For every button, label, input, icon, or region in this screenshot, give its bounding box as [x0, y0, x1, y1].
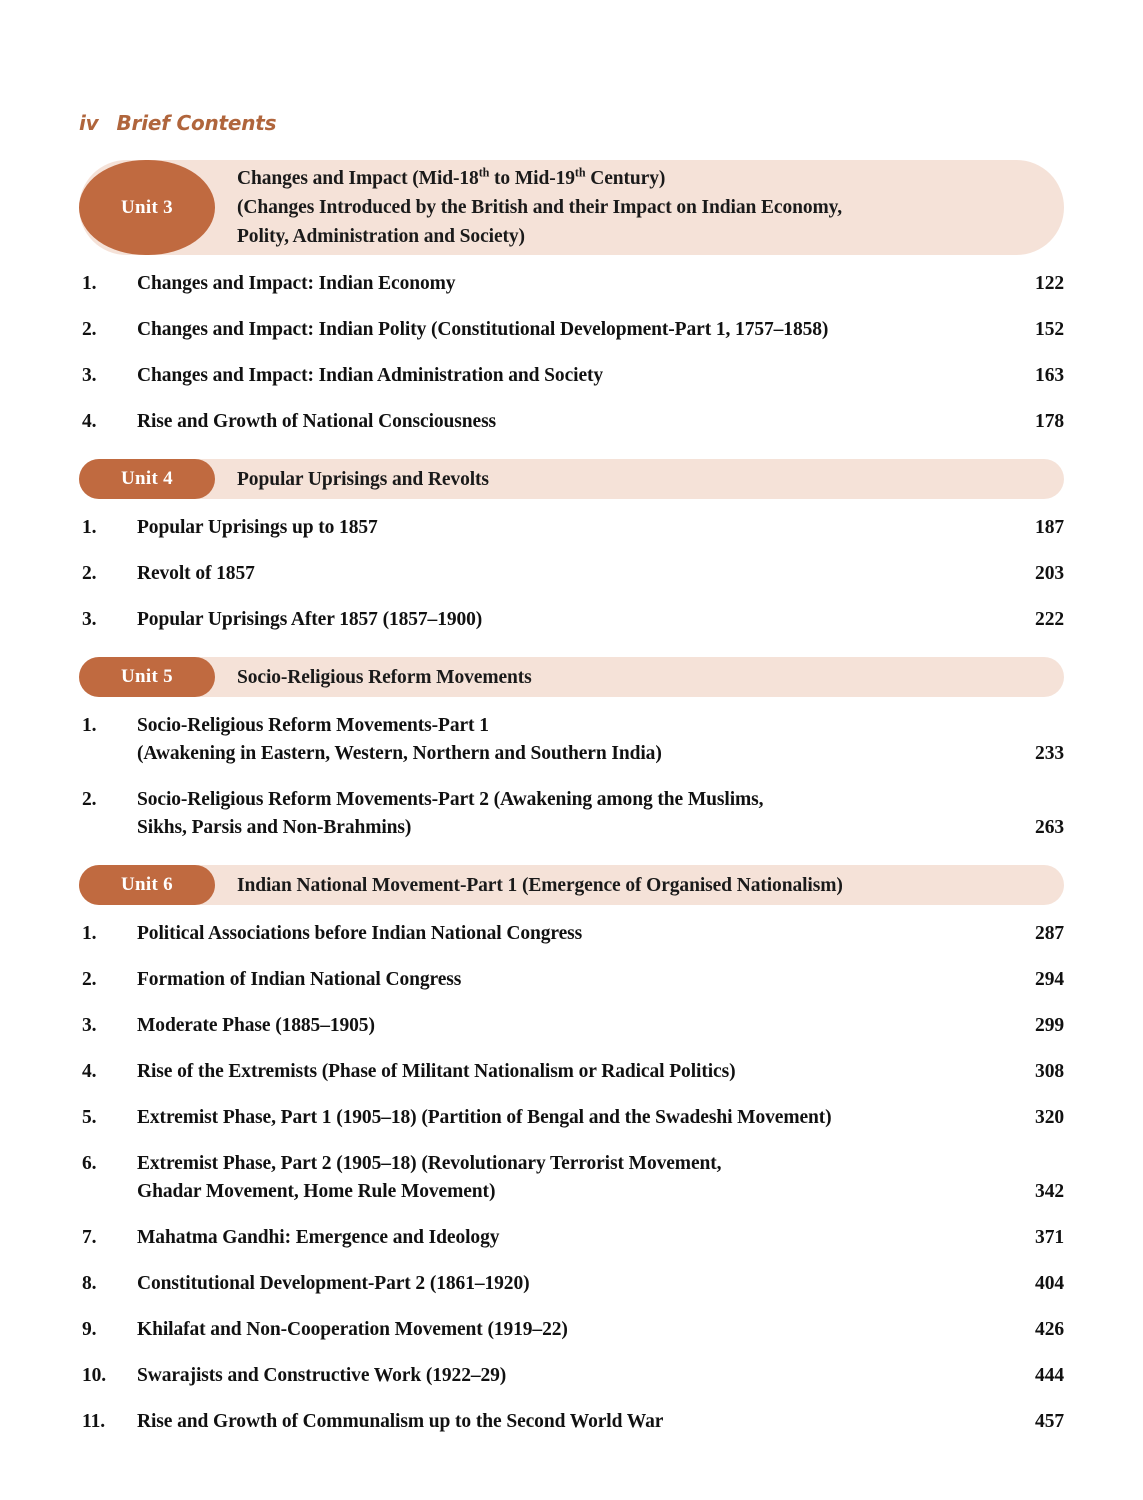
toc-entry[interactable]	[79, 505, 1064, 551]
toc-entry[interactable]	[79, 597, 1064, 643]
entry-title-line: Sikhs, Parsis and Non-Brahmins)	[137, 817, 412, 838]
unit-badge[interactable]: Unit 4	[79, 459, 215, 499]
entry-title-line: Political Associations before Indian National Congress	[137, 923, 583, 944]
ordinal-suffix: th	[478, 165, 490, 180]
entries-list	[79, 261, 1064, 445]
toc-entry[interactable]	[79, 1141, 1064, 1215]
page-title: Brief Contents	[116, 111, 277, 135]
entry-title[interactable]	[137, 362, 1004, 390]
toc-entry[interactable]	[79, 261, 1064, 307]
entry-number: 1.	[82, 273, 97, 294]
entry-page-number[interactable]: 178	[1035, 411, 1064, 432]
entry-page-number[interactable]: 263	[1035, 817, 1064, 838]
entry-title-line: Popular Uprisings After 1857 (1857–1900)	[137, 609, 483, 630]
entry-title-line: Popular Uprisings up to 1857	[137, 517, 378, 538]
entry-page-number[interactable]: 187	[1035, 517, 1064, 538]
entry-title[interactable]	[137, 786, 1004, 842]
entry-number: 1.	[82, 517, 97, 538]
entry-title[interactable]	[137, 1270, 1004, 1298]
entry-number: 1.	[82, 923, 97, 944]
toc-entry[interactable]	[79, 703, 1064, 777]
entry-number: 4.	[82, 411, 97, 432]
entries-list	[79, 703, 1064, 851]
unit-group	[79, 657, 1064, 851]
unit-group	[79, 865, 1064, 1445]
entry-page-number[interactable]: 371	[1035, 1227, 1064, 1248]
unit-group	[79, 160, 1064, 445]
entry-title[interactable]	[137, 1408, 1004, 1436]
entry-title-line: Changes and Impact: Indian Economy	[137, 273, 456, 294]
unit-title-line: Changes and Impact (Mid-18th to Mid-19th Century)	[237, 165, 666, 189]
entry-number: 1.	[82, 715, 97, 736]
toc-entry[interactable]	[79, 1049, 1064, 1095]
toc-entry[interactable]	[79, 1095, 1064, 1141]
entry-title-line: Moderate Phase (1885–1905)	[137, 1015, 375, 1036]
entry-number: 2.	[82, 969, 97, 990]
page-folio: iv	[79, 111, 99, 135]
entry-title[interactable]	[137, 1058, 1004, 1086]
toc-entry[interactable]	[79, 1261, 1064, 1307]
entry-title-line: Rise and Growth of Communalism up to the Second World War	[137, 1411, 664, 1432]
entry-title[interactable]	[137, 1150, 1004, 1206]
running-head	[79, 111, 276, 135]
entry-title[interactable]	[137, 1012, 1004, 1040]
entry-title-line: Extremist Phase, Part 2 (1905–18) (Revolutionary Terrorist Movement,	[137, 1153, 722, 1174]
entry-page-number[interactable]: 233	[1035, 743, 1064, 764]
unit-banner	[79, 657, 1064, 697]
entry-page-number[interactable]: 299	[1035, 1015, 1064, 1036]
unit-title	[215, 663, 1064, 692]
unit-badge[interactable]: Unit 6	[79, 865, 215, 905]
entry-title[interactable]	[137, 606, 1004, 634]
entry-title-line: Extremist Phase, Part 1 (1905–18) (Partition of Bengal and the Swadeshi Movement)	[137, 1107, 832, 1128]
entry-title-line: Khilafat and Non-Cooperation Movement (1919–22)	[137, 1319, 568, 1340]
entry-number: 3.	[82, 365, 97, 386]
entry-title-line: Ghadar Movement, Home Rule Movement)	[137, 1181, 496, 1202]
entry-page-number[interactable]: 152	[1035, 319, 1064, 340]
entry-page-number[interactable]: 287	[1035, 923, 1064, 944]
entry-page-number[interactable]: 457	[1035, 1411, 1064, 1432]
entry-title[interactable]	[137, 966, 1004, 994]
entry-number: 7.	[82, 1227, 97, 1248]
brief-contents-list	[79, 160, 1064, 1459]
toc-entry[interactable]	[79, 307, 1064, 353]
entry-page-number[interactable]: 342	[1035, 1181, 1064, 1202]
entry-page-number[interactable]: 222	[1035, 609, 1064, 630]
entry-page-number[interactable]: 404	[1035, 1273, 1064, 1294]
toc-entry[interactable]	[79, 551, 1064, 597]
entry-number: 11.	[82, 1411, 105, 1432]
entry-number: 4.	[82, 1061, 97, 1082]
unit-title-line: Socio-Religious Reform Movements	[237, 666, 532, 688]
entry-page-number[interactable]: 320	[1035, 1107, 1064, 1128]
entry-title[interactable]	[137, 1362, 1004, 1390]
entry-page-number[interactable]: 294	[1035, 969, 1064, 990]
entry-title[interactable]	[137, 316, 1004, 344]
unit-title-line: Popular Uprisings and Revolts	[237, 468, 489, 490]
entry-title[interactable]	[137, 560, 1004, 588]
toc-entry[interactable]	[79, 777, 1064, 851]
entry-number: 6.	[82, 1153, 97, 1174]
toc-entry[interactable]	[79, 1399, 1064, 1445]
entry-page-number[interactable]: 163	[1035, 365, 1064, 386]
toc-entry[interactable]	[79, 1353, 1064, 1399]
entry-title[interactable]	[137, 1104, 1004, 1132]
toc-entry[interactable]	[79, 1003, 1064, 1049]
entry-title-line: Rise and Growth of National Consciousness	[137, 411, 497, 432]
entry-number: 3.	[82, 1015, 97, 1036]
entry-title-line: Formation of Indian National Congress	[137, 969, 462, 990]
entry-number: 2.	[82, 319, 97, 340]
entry-number: 3.	[82, 609, 97, 630]
unit-title-line: (Changes Introduced by the British and their Impact on Indian Economy,	[237, 197, 843, 218]
entry-number: 9.	[82, 1319, 97, 1340]
entry-number: 10.	[82, 1365, 107, 1386]
entry-title-line: Changes and Impact: Indian Administration and Society	[137, 365, 604, 386]
toc-entry[interactable]	[79, 1307, 1064, 1353]
entry-page-number[interactable]: 444	[1035, 1365, 1064, 1386]
unit-group	[79, 459, 1064, 643]
entry-title[interactable]	[137, 514, 1004, 542]
entry-number: 2.	[82, 563, 97, 584]
entry-page-number[interactable]: 308	[1035, 1061, 1064, 1082]
entries-list	[79, 911, 1064, 1445]
entry-title-line: Socio-Religious Reform Movements-Part 2 (Awakening among the Muslims,	[137, 789, 764, 810]
entry-title-line: Mahatma Gandhi: Emergence and Ideology	[137, 1227, 500, 1248]
toc-entry[interactable]	[79, 399, 1064, 445]
entry-title[interactable]	[137, 408, 1004, 436]
entry-title[interactable]	[137, 270, 1004, 298]
entry-page-number[interactable]: 122	[1035, 273, 1064, 294]
entry-title-line: Constitutional Development-Part 2 (1861–1920)	[137, 1273, 530, 1294]
ordinal-suffix: th	[574, 165, 586, 180]
toc-entry[interactable]	[79, 957, 1064, 1003]
entry-page-number[interactable]: 426	[1035, 1319, 1064, 1340]
entry-title[interactable]	[137, 1224, 1004, 1252]
entry-title-line: (Awakening in Eastern, Western, Northern and Southern India)	[137, 743, 662, 764]
toc-entry[interactable]	[79, 911, 1064, 957]
unit-banner	[79, 865, 1064, 905]
unit-title	[215, 164, 1064, 251]
entry-number: 5.	[82, 1107, 97, 1128]
unit-banner	[79, 160, 1064, 255]
unit-badge[interactable]: Unit 5	[79, 657, 215, 697]
entry-number: 2.	[82, 789, 97, 810]
entry-title-line: Swarajists and Constructive Work (1922–29)	[137, 1365, 507, 1386]
toc-entry[interactable]	[79, 1215, 1064, 1261]
toc-entry[interactable]	[79, 353, 1064, 399]
entry-number: 8.	[82, 1273, 97, 1294]
units-host	[79, 160, 1064, 1445]
entry-title[interactable]	[137, 920, 1004, 948]
entry-title-line: Changes and Impact: Indian Polity (Constitutional Development-Part 1, 1757–1858)	[137, 319, 829, 340]
unit-banner	[79, 459, 1064, 499]
unit-badge[interactable]: Unit 3	[79, 160, 215, 255]
entry-page-number[interactable]: 203	[1035, 563, 1064, 584]
entry-title-line: Socio-Religious Reform Movements-Part 1	[137, 715, 489, 736]
entry-title-line: Rise of the Extremists (Phase of Militant Nationalism or Radical Politics)	[137, 1061, 736, 1082]
unit-title-line: Indian National Movement-Part 1 (Emergence of Organised Nationalism)	[237, 874, 843, 896]
entries-list	[79, 505, 1064, 643]
unit-title	[215, 465, 1064, 494]
unit-title	[215, 871, 1064, 900]
entry-title[interactable]	[137, 1316, 1004, 1344]
entry-title-line: Revolt of 1857	[137, 563, 255, 584]
unit-title-line: Polity, Administration and Society)	[237, 226, 525, 247]
entry-title[interactable]	[137, 712, 1004, 768]
